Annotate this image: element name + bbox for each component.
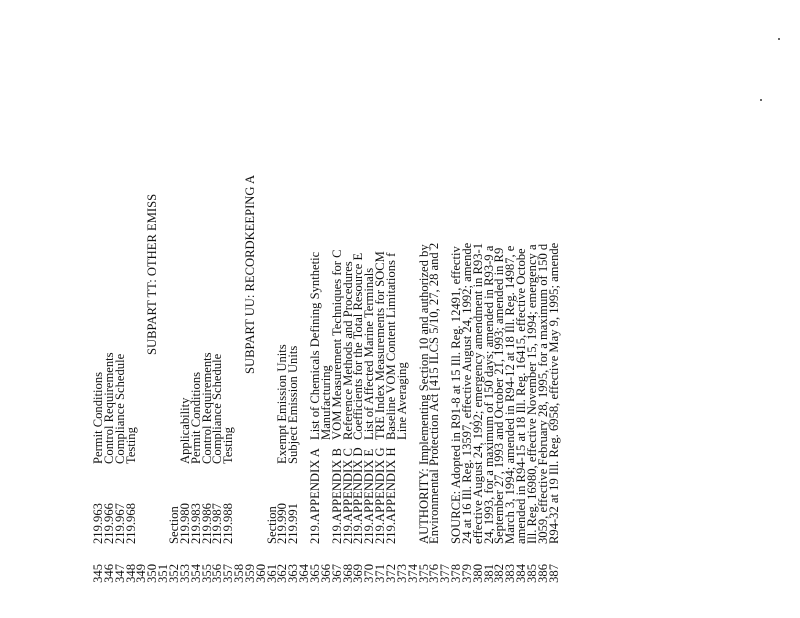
line-number: 381 [481, 564, 496, 583]
line-number: 365 [308, 564, 322, 583]
appendix-title: TRE Index Measurements for SOCM [373, 251, 388, 440]
line-number: 383 [503, 564, 518, 583]
appendix-title: Reference Methods and Procedures [340, 261, 355, 440]
section-number: 219.APPENDIX H [383, 447, 398, 544]
line-number: 366 [318, 564, 333, 583]
line-number: 360 [253, 564, 268, 583]
section-number: 219.987 [210, 503, 225, 544]
line-number: 374 [405, 564, 420, 583]
subpart-heading: SUBPART UU: RECORDKEEPING A [242, 174, 257, 374]
body-text: SOURCE: Adopted in R91-8 at 15 Ill. Reg. 12491, effectiv [449, 246, 464, 544]
line-number: 377 [438, 564, 453, 583]
section-title: Control Requirements [199, 352, 214, 464]
line-number: 362 [275, 564, 290, 583]
section-title: Applicability [177, 397, 192, 464]
section-number: 219.APPENDIX D [351, 447, 366, 544]
subpart-heading: SUBPART TT: OTHER EMISS [145, 193, 160, 355]
section-title: Permit Conditions [188, 371, 203, 464]
line-number: 352 [166, 564, 181, 583]
body-text: 24 at 16 Ill. Reg. 13597, effective August 24, 1992; amende [459, 242, 474, 544]
section-number: 219.988 [221, 503, 236, 544]
line-number: 350 [145, 564, 160, 583]
section-number: 219.991 [286, 503, 301, 544]
line-number: 378 [449, 564, 464, 583]
line-number: 380 [470, 564, 485, 583]
line-number: 361 [264, 564, 279, 583]
section-number: 219.APPENDIX E [362, 448, 377, 544]
line-number: 347 [112, 564, 127, 583]
appendix-title: Coefficients for the Total Resource E [351, 252, 366, 440]
body-text: effective August 24, 1992; emergency amendment in R93-1 [470, 242, 485, 544]
section-number: 219.968 [123, 503, 138, 544]
line-number: 355 [199, 564, 214, 583]
line-number: 357 [221, 564, 236, 583]
appendix-title: Line Averaging [394, 362, 409, 440]
line-number: 348 [123, 564, 138, 583]
appendix-title: List of Affected Marine Terminals [362, 267, 377, 440]
body-text: amended in R94-15 at 18 Ill. Reg. 16415, effective Octobe [514, 248, 529, 544]
scan-speck [778, 38, 780, 40]
section-title: Control Requirements [101, 352, 116, 464]
line-number: 376 [427, 564, 442, 583]
line-number: 386 [535, 564, 550, 583]
section-number: 219.967 [112, 503, 127, 544]
body-text: Ill. Reg. 16980, effective November 15, 1994; emergency a [525, 244, 539, 544]
body-text: Environmental Protection Act [415 ILCS 5/10, 27, 28 and 2 [427, 242, 442, 544]
appendix-title: VOM Measurement Techniques for C [329, 249, 344, 440]
line-number: 379 [459, 564, 474, 583]
appendix-title: List of Chemicals Defining Synthetic [308, 251, 322, 440]
line-number: 363 [286, 564, 301, 583]
line-number: 346 [101, 564, 116, 583]
section-number: 219.983 [188, 503, 203, 544]
section-title: Testing [123, 427, 138, 464]
section-title: Testing [221, 427, 236, 464]
line-number: 351 [156, 564, 171, 583]
line-number: 368 [340, 564, 355, 583]
body-text: March 3, 1994; amended in R94-12 at 18 Ill. Reg. 14987, e [503, 245, 518, 544]
section-number: Section [264, 506, 279, 544]
line-number: 358 [232, 564, 247, 583]
section-title: Subject Emission Units [286, 345, 301, 464]
line-number: 349 [134, 564, 149, 583]
document-line [546, 0, 562, 590]
body-text: September 27, 1993 and October 21, 1993; amended in R9 [492, 247, 507, 544]
line-number: 356 [210, 564, 225, 583]
line-number: 375 [416, 564, 431, 583]
body-text: 24, 1993, for a maximum of 150 days; amended in R93-9 a [481, 245, 496, 544]
line-number: 373 [394, 564, 409, 583]
section-number: 219.APPENDIX B [329, 448, 344, 544]
section-number: 219.990 [275, 503, 290, 544]
line-number: 385 [525, 564, 539, 583]
line-number: 382 [492, 564, 507, 583]
section-number: 219.986 [199, 503, 214, 544]
line-number: 370 [362, 564, 377, 583]
section-number: 219.APPENDIX A [308, 448, 322, 544]
section-number: 219.966 [101, 503, 116, 544]
section-number: 219.963 [91, 503, 105, 544]
section-title: Compliance Schedule [112, 353, 127, 464]
line-number: 359 [242, 564, 257, 583]
scan-speck [760, 99, 762, 101]
line-number: 364 [297, 564, 312, 583]
section-number: Section [166, 506, 181, 544]
line-number: 371 [373, 564, 388, 583]
body-text: R94-32 at 19 Ill. Reg. 6958, effective May 9, 1995; amende [546, 242, 561, 544]
line-number: 345 [91, 564, 105, 583]
line-number: 384 [514, 564, 529, 583]
line-number: 387 [546, 564, 561, 583]
section-title: Exempt Emission Units [275, 344, 290, 464]
section-number: 219.APPENDIX G [373, 447, 388, 544]
section-number: 219.980 [177, 503, 192, 544]
line-number: 353 [177, 564, 192, 583]
section-number: 219.APPENDIX C [340, 448, 355, 544]
line-number: 369 [351, 564, 366, 583]
line-number: 367 [329, 564, 344, 583]
section-title: Permit Conditions [91, 371, 105, 464]
section-title: Compliance Schedule [210, 353, 225, 464]
body-text: AUTHORITY: Implementing Section 10 and authorized by [416, 244, 431, 544]
appendix-title: Manufacturing [318, 365, 333, 440]
body-text: 3059, effective February 28, 1995, for a maximum of 150 d [535, 243, 550, 544]
line-number: 354 [188, 564, 203, 583]
line-number: 372 [383, 564, 398, 583]
appendix-title: Baseline VOM Content Limitations f [383, 252, 398, 440]
